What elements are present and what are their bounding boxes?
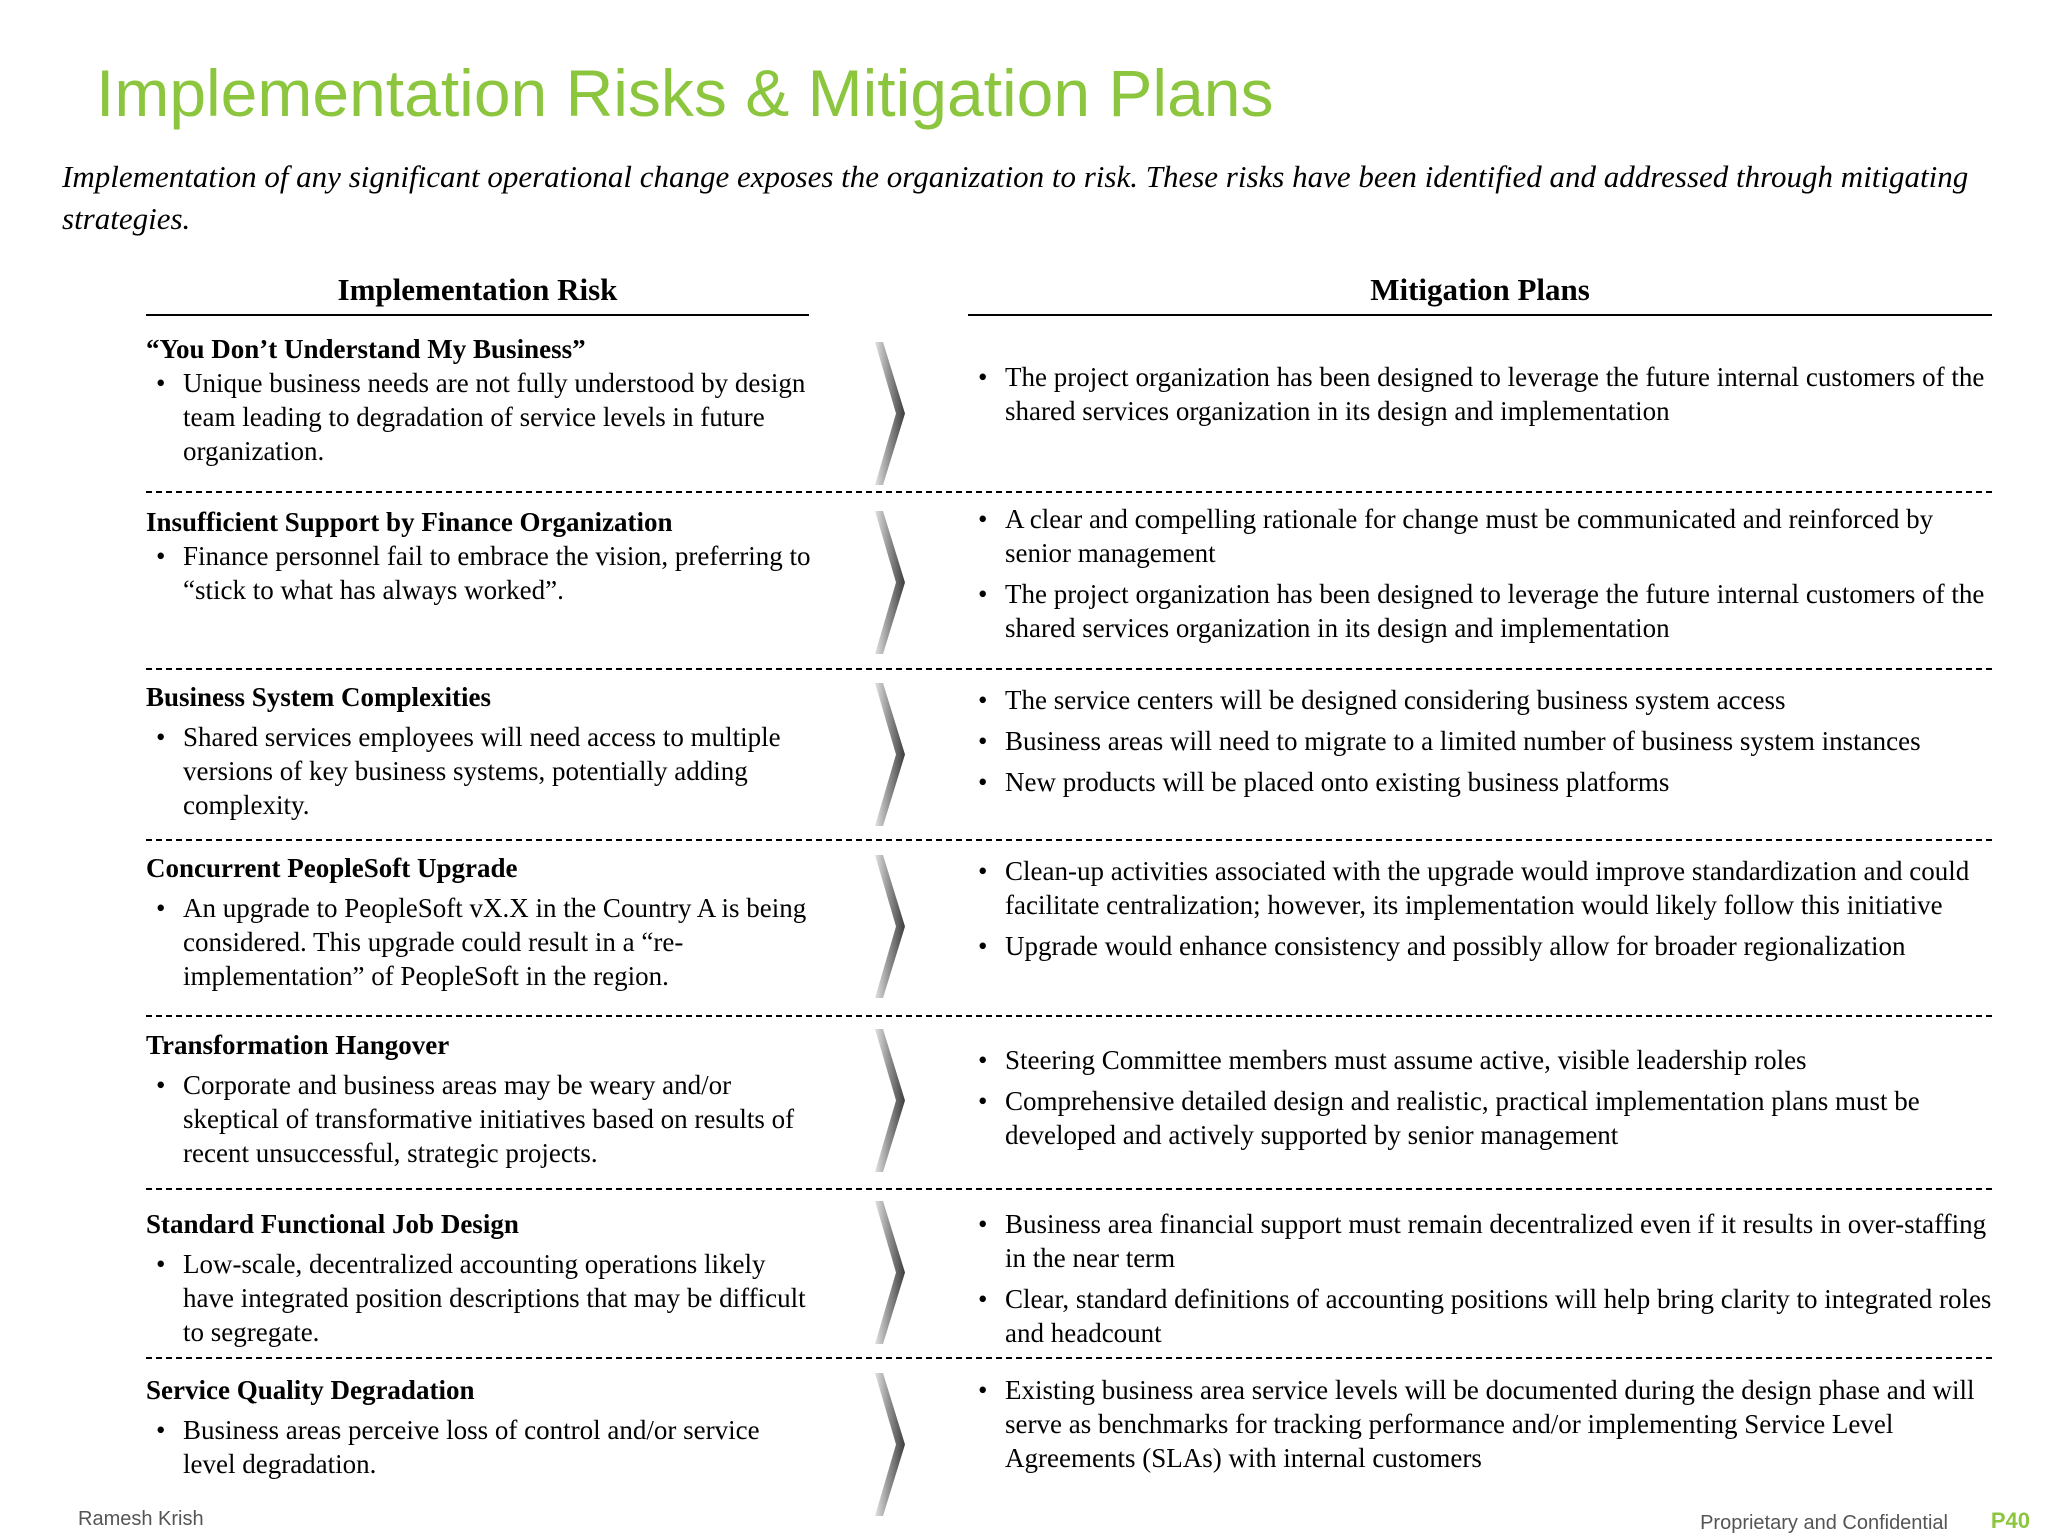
- chevron-right-icon: [874, 511, 906, 654]
- risk-cell: [146, 1028, 816, 1170]
- risk-bullet: • Finance personnel fail to embrace the vision, preferring to “stick to what has always worked”.: [146, 539, 816, 607]
- row-divider: [146, 491, 1992, 493]
- chevron-right-icon: [874, 855, 906, 998]
- mitigation-cell: [968, 502, 1992, 645]
- risk-cell: [146, 505, 816, 607]
- risk-cell: [146, 851, 816, 993]
- mitigation-bullet: • Business area financial support must remain decentralized even if it results in over-staffing in the near term: [968, 1207, 1992, 1275]
- mitigation-bullet: • Existing business area service levels will be documented during the design phase and will serve as benchmarks for tracking performance and/or implementing Service Level Agreements (SLAs) with internal customers: [968, 1373, 1992, 1475]
- risk-title: Insufficient Support by Finance Organization: [146, 507, 673, 537]
- mitigation-cell: [968, 1043, 1992, 1152]
- chevron-right-icon: [874, 1373, 906, 1516]
- risk-bullet: • An upgrade to PeopleSoft vX.X in the Country A is being considered. This upgrade could result in a “re-implementation” of PeopleSoft in the region.: [146, 891, 816, 993]
- risk-title: Business System Complexities: [146, 682, 492, 712]
- risk-row: [146, 1207, 1992, 1357]
- row-divider: [146, 839, 1992, 841]
- mitigation-bullet: • Steering Committee members must assume active, visible leadership roles: [968, 1043, 1992, 1077]
- mitigation-bullet: • Business areas will need to migrate to a limited number of business system instances: [968, 724, 1992, 758]
- mitigation-bullet: • Upgrade would enhance consistency and possibly allow for broader regionalization: [968, 929, 1992, 963]
- risk-title: “You Don’t Understand My Business”: [146, 334, 586, 364]
- mitigation-bullet: • Comprehensive detailed design and realistic, practical implementation plans must be developed and actively supported by senior management: [968, 1084, 1992, 1152]
- page-subtitle: Implementation of any significant operational change exposes the organization to risk. These risks have been identified and addressed through mitigating strategies.: [62, 159, 1969, 236]
- chevron-right-icon: [874, 683, 906, 826]
- page-number: P40: [1990, 1508, 2030, 1533]
- mitigation-bullet: • A clear and compelling rationale for change must be communicated and reinforced by senior management: [968, 502, 1992, 570]
- chevron-right-icon: [874, 1201, 906, 1344]
- risk-row: [146, 1373, 1992, 1513]
- row-divider: [146, 1015, 1992, 1017]
- column-header-risk: Implementation Risk: [146, 270, 809, 316]
- risk-cell: [146, 332, 816, 468]
- mitigation-bullet: • The project organization has been designed to leverage the future internal customers of the shared services organization in its design and implementation: [968, 577, 1992, 645]
- risk-cell: [146, 1207, 816, 1349]
- risk-row: [146, 1028, 1992, 1188]
- risk-row: [146, 680, 1992, 840]
- footer-confidential: Proprietary and Confidential: [1700, 1512, 1948, 1534]
- chevron-right-icon: [874, 342, 906, 485]
- risk-cell: [146, 680, 816, 822]
- column-header-mitigation: Mitigation Plans: [968, 270, 1992, 316]
- risk-row: [146, 332, 1992, 492]
- mitigation-bullet: • Clean-up activities associated with the upgrade would improve standardization and could facilitate centralization; however, its implementation would likely follow this initiative: [968, 854, 1992, 922]
- mitigation-cell: [968, 360, 1992, 428]
- mitigation-bullet: • The project organization has been designed to leverage the future internal customers of the shared services organization in its design and implementation: [968, 360, 1992, 428]
- risk-cell: [146, 1373, 816, 1481]
- risk-bullet: • Shared services employees will need access to multiple versions of key business systems, potentially adding complexity.: [146, 720, 816, 822]
- risk-bullet: • Unique business needs are not fully understood by design team leading to degradation of service levels in future organization.: [146, 366, 816, 468]
- risk-bullet: • Low-scale, decentralized accounting operations likely have integrated position descriptions that may be difficult to segregate.: [146, 1247, 816, 1349]
- risk-bullet: • Corporate and business areas may be weary and/or skeptical of transformative initiatives based on results of recent unsuccessful, strategic projects.: [146, 1068, 816, 1170]
- mitigation-bullet: • Clear, standard definitions of accounting positions will help bring clarity to integrated roles and headcount: [968, 1282, 1992, 1350]
- row-divider: [146, 1357, 1992, 1359]
- risk-title: Concurrent PeopleSoft Upgrade: [146, 853, 518, 883]
- chevron-right-icon: [874, 1029, 906, 1172]
- mitigation-cell: [968, 1373, 1992, 1475]
- mitigation-bullet: • The service centers will be designed considering business system access: [968, 683, 1992, 717]
- risk-title: Transformation Hangover: [146, 1030, 450, 1060]
- row-divider: [146, 1188, 1992, 1190]
- mitigation-cell: [968, 854, 1992, 963]
- risk-row: [146, 505, 1992, 665]
- row-divider: [146, 668, 1992, 670]
- footer-author: Ramesh Krish: [78, 1508, 204, 1530]
- risk-title: Standard Functional Job Design: [146, 1209, 519, 1239]
- risk-title: Service Quality Degradation: [146, 1375, 475, 1405]
- mitigation-bullet: • New products will be placed onto existing business platforms: [968, 765, 1992, 799]
- page-title: Implementation Risks & Mitigation Plans: [96, 56, 1274, 130]
- mitigation-cell: [968, 683, 1992, 799]
- risk-row: [146, 851, 1992, 1011]
- risk-bullet: • Business areas perceive loss of control and/or service level degradation.: [146, 1413, 816, 1481]
- mitigation-cell: [968, 1207, 1992, 1350]
